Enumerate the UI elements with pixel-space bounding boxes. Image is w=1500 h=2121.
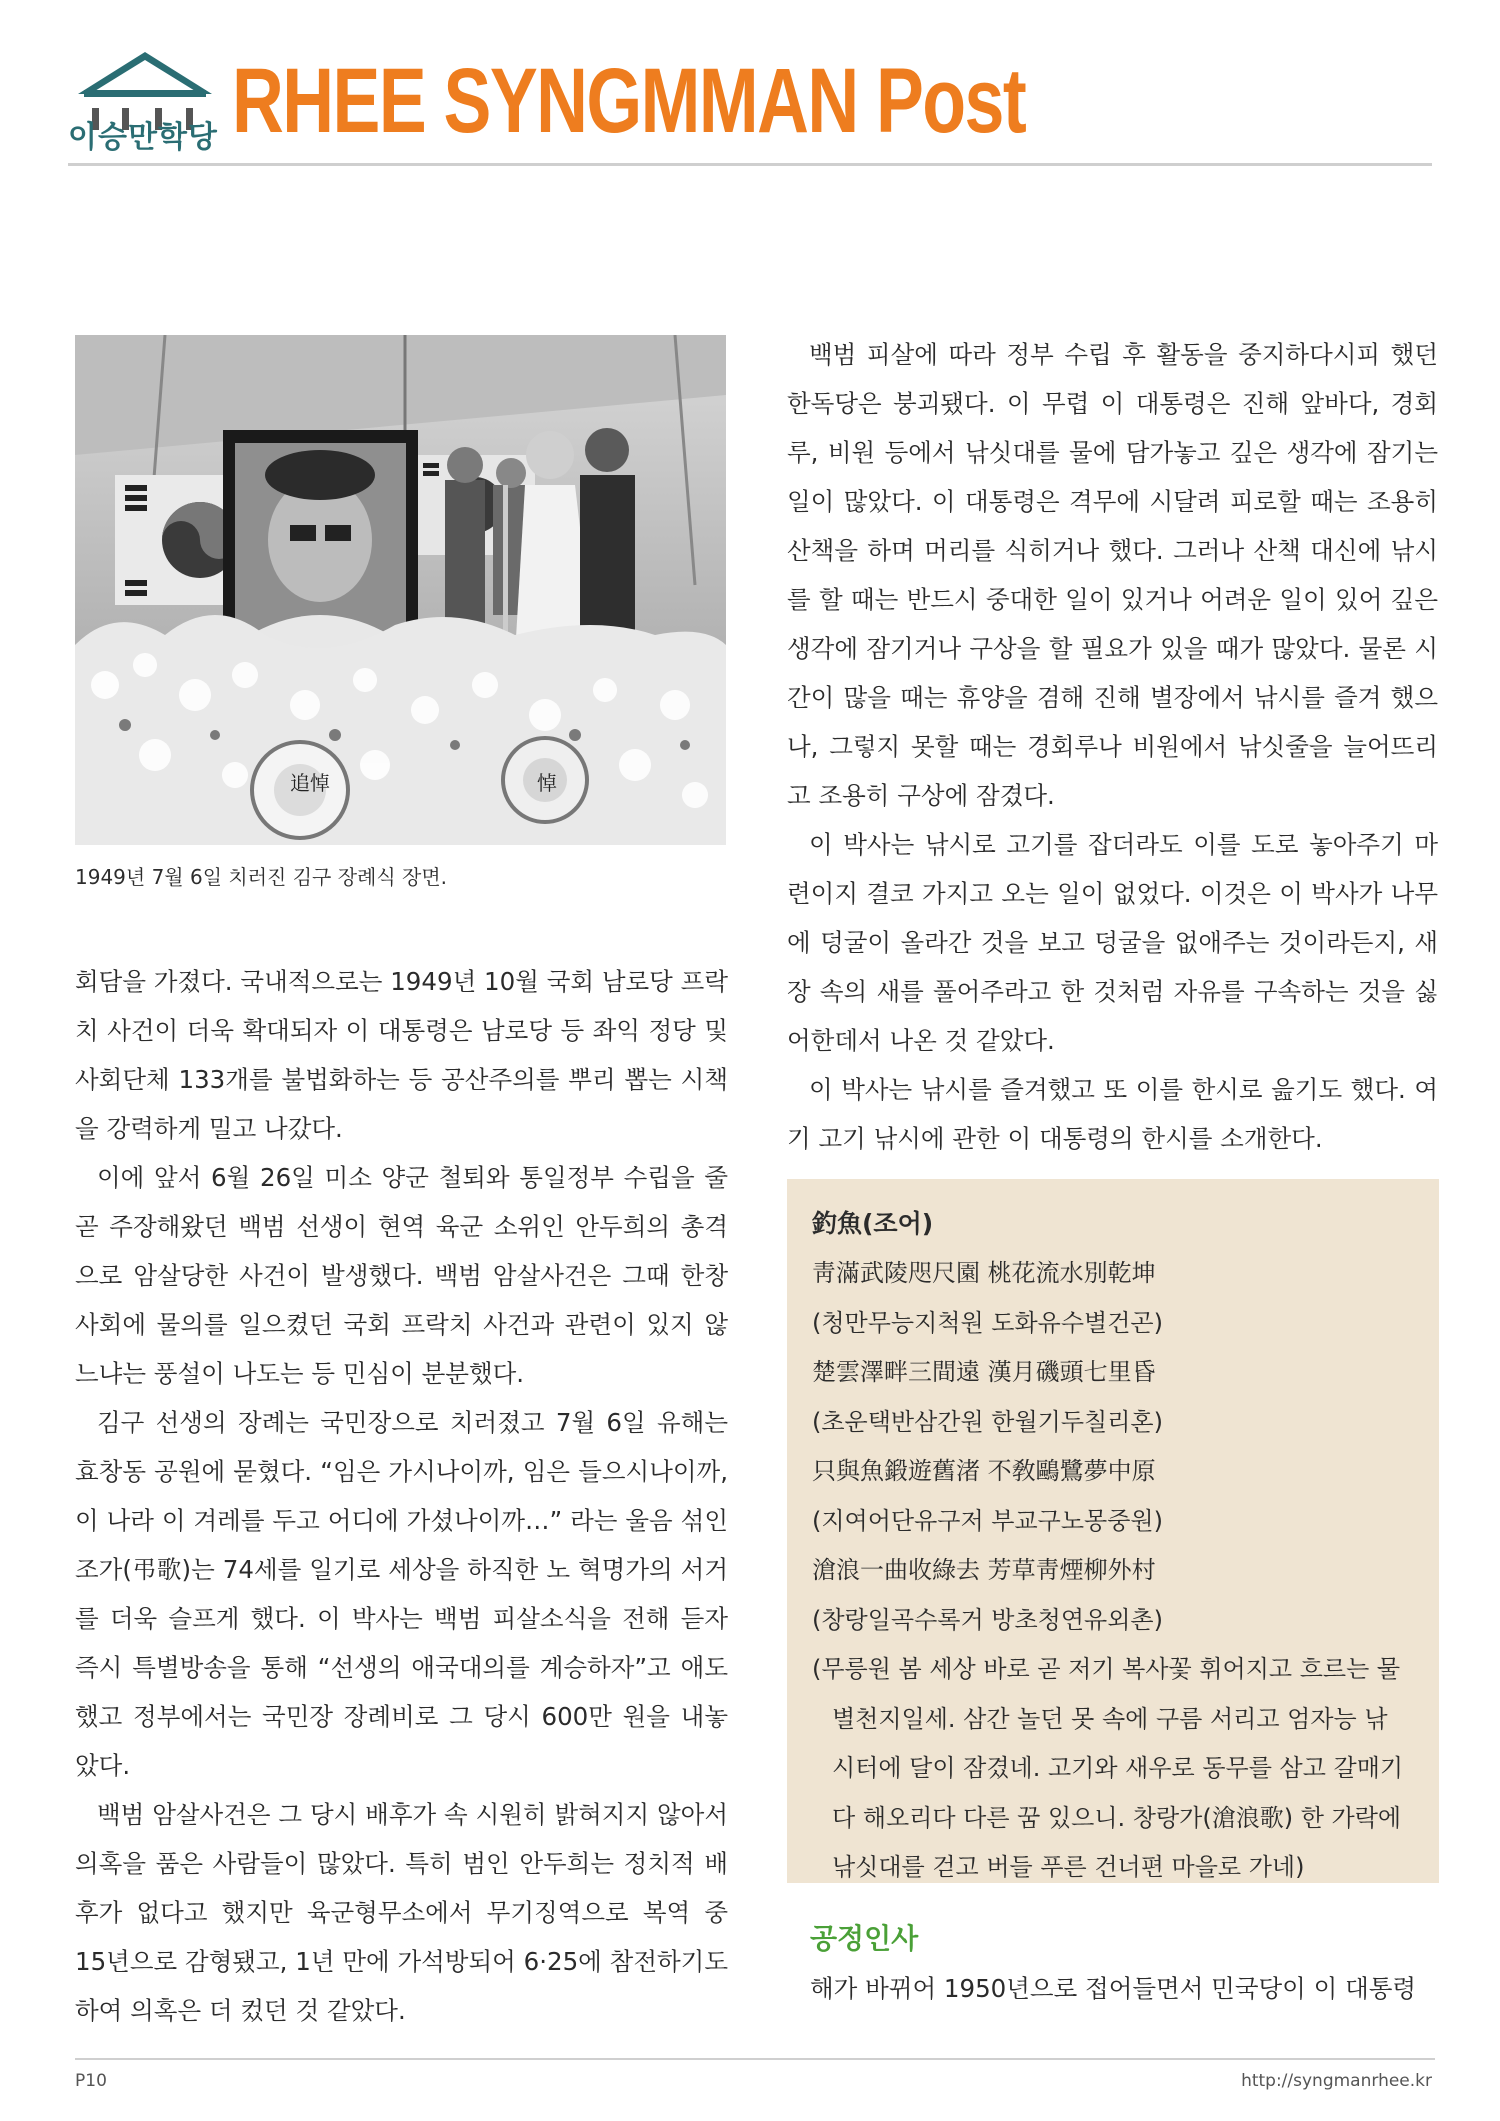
poem-line: (초운택반삼간원 한월기두칠리혼) [812,1407,1163,1436]
poem-line: 靑滿武陵咫尺園 桃花流水別乾坤 [812,1259,1156,1287]
logo-text: 이승만학당 [68,120,218,155]
right-column [787,330,1438,1163]
poem-title: 釣魚(조어) [812,1209,934,1238]
page-number: P10 [75,2071,107,2091]
poem-line: (지여어단유구저 부교구노몽중원) [812,1506,1163,1535]
wreath-ribbon-right: 悼 [537,771,557,795]
photo-caption: 1949년 7월 6일 치러진 김구 장례식 장면. [75,865,448,889]
paragraph: 이에 앞서 6월 26일 미소 양군 철퇴와 통일정부 수립을 줄곧 주장해왔던 백범 선생이 현역 육군 소위인 안두희의 총격으로 암살당한 사건이 발생했다. 백범 암살사건은 그때 한창 사회에 물의를 일으켰던 국회 프락치 사건과 관련이 있지 않느냐는 풍설이 나도는 등 민심이 분분했다. [75,1163,728,1388]
paragraph: 이 박사는 낚시를 즐겨했고 또 이를 한시로 읊기도 했다. 여기 고기 낚시에 관한 이 대통령의 한시를 소개한다. [787,1075,1438,1153]
poem-line: (창랑일곡수록거 방초청연유외촌) [812,1605,1163,1634]
section-text: 해가 바뀌어 1950년으로 접어들면서 민국당이 이 대통령 [810,1974,1417,2003]
paragraph: 백범 피살에 따라 정부 수립 후 활동을 중지하다시피 했던 한독당은 붕괴됐다. 이 무렵 이 대통령은 진해 앞바다, 경회루, 비원 등에서 낚싯대를 물에 담가놓고 깊은 생각에 잠기는 일이 많았다. 이 대통령은 격무에 시달려 피로할 때는 조용히 산책을 하며 머리를 식히거나 했다. 그러나 산책 대신에 낚시를 할 때는 반드시 중대한 일이 있거나 어려운 일이 있어 깊은 생각에 잠기거나 구상을 할 필요가 있을 때가 많았다. 물론 시간이 많을 때는 휴양을 겸해 진해 별장에서 낚시를 즐겨 했으나, 그렇지 못할 때는 경회루나 비원에서 낚싯줄을 늘어뜨리고 조용히 구상에 잠겼다. [787,340,1438,810]
poem-translation: (무릉원 봄 세상 바로 곧 저기 복사꽃 휘어지고 흐르는 물 별천지일세. 삼간 놀던 못 속에 구름 서리고 엄자능 낚시터에 달이 잠겼네. 고기와 새우로 동무를 삼고 갈매기다 해오리다 다른 꿈 있으니. 창랑가(滄浪歌) 한 가락에 낚싯대를 걷고 버들 푸른 건너편 마을로 가네) [812,1655,1404,1881]
section-heading: 공정인사 [810,1922,919,1955]
paragraph: 이 박사는 낚시로 고기를 잡더라도 이를 도로 놓아주기 마련이지 결코 가지고 오는 일이 없었다. 이것은 이 박사가 나무에 덩굴이 올라간 것을 보고 덩굴을 없애주는 것이라든지, 새장 속의 새를 풀어주라고 한 것처럼 자유를 구속하는 것을 싫어한데서 나온 것 같았다. [787,830,1438,1055]
poem-line: (청만무능지척원 도화유수별건곤) [812,1308,1163,1337]
poem-line: 楚雲澤畔三間遠 漢月磯頭七里昏 [812,1358,1156,1386]
publication-title: RHEE SYNGMMAN Post [232,50,1026,152]
poem-line: 滄浪一曲收綠去 芳草靑煙柳外村 [812,1556,1156,1584]
paragraph: 백범 암살사건은 그 당시 배후가 속 시원히 밝혀지지 않아서 의혹을 품은 사람들이 많았다. 특히 범인 안두희는 정치적 배후가 없다고 했지만 육군형무소에서 무기징역으로 복역 중 15년으로 감형됐고, 1년 만에 가석방되어 6·25에 참전하기도 하여 의혹은 더 컸던 것 같았다. [75,1800,728,2025]
wreath-ribbon-left: 追悼 [290,771,330,795]
paragraph: 회담을 가졌다. 국내적으로는 1949년 10월 국회 남로당 프락치 사건이 더욱 확대되자 이 대통령은 남로당 등 좌익 정당 및 사회단체 133개를 불법화하는 등 공산주의를 뿌리 뽑는 시책을 강력하게 밀고 나갔다. [75,967,728,1143]
poem-box [787,1179,1439,1883]
site-url-link[interactable]: http://syngmanrhee.kr [1241,2071,1432,2091]
poem-line: 只與魚鍛遊舊渚 不敎鷗鷺夢中原 [812,1457,1156,1485]
funeral-photo [75,335,726,845]
header-divider [68,163,1432,166]
left-column [75,957,728,2035]
footer-divider [75,2058,1435,2060]
paragraph: 김구 선생의 장례는 국민장으로 치러졌고 7월 6일 유해는 효창동 공원에 묻혔다. “임은 가시나이까, 임은 들으시나이까, 이 나라 이 겨레를 두고 어디에 가셨나이까…” 라는 울음 섞인 조가(弔歌)는 74세를 일기로 세상을 하직한 노 혁명가의 서거를 더욱 슬프게 했다. 이 박사는 백범 피살소식을 전해 듣자 즉시 특별방송을 통해 “선생의 애국대의를 계승하자”고 애도했고 정부에서는 국민장 장례비로 그 당시 600만 원을 내놓았다. [75,1408,728,1780]
